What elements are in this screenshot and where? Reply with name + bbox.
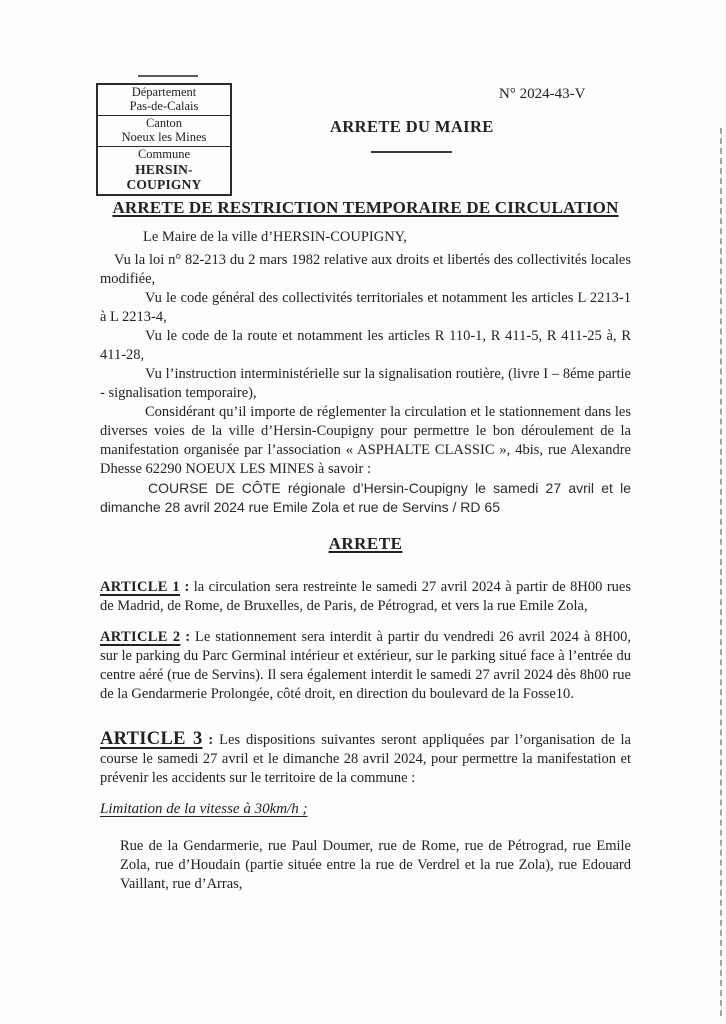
article-2-text: Le stationnement sera interdit à partir du vendredi 26 avril 2024 à 8H00, sur le parking du Parc Germinal intérieur et extérieur, sur le parking situé face à l’entrée du centre aéré (rue de Servins). Il sera également interdit le samedi 27 avril 2024 dès 8h00 rue de la Gendarmerie Prolongée, côté droit, en direction du boulevard de la Fosse10.	[100, 629, 631, 702]
doc-type-heading: ARRETE DU MAIRE	[330, 117, 494, 136]
admin-box-row-commune	[98, 146, 230, 194]
scan-artifact-line	[720, 128, 722, 1016]
arrete-heading: ARRETE	[328, 534, 403, 553]
recital-code-route: Vu le code de la route et notamment les articles R 110-1, R 411-5, R 411-25 à, R 411-28,	[100, 328, 631, 363]
article-3-text: Les dispositions suivantes seront appliquées par l’organisation de la course le samedi 27 avril et le dimanche 28 avril 2024, pour permettre la manifestation et prévenir les accidents sur le territoire de la commune :	[100, 732, 631, 786]
admin-box-label: Département	[131, 85, 197, 99]
streets-list: Rue de la Gendarmerie, rue Paul Doumer, rue de Rome, rue de Pétrograd, rue Emile Zola, rue d’Houdain (partie située entre la rue de Verdrel et la rue Zola), rue Edouard Vaillant, rue d’Arras,	[120, 838, 631, 892]
intro-line: Le Maire de la ville d’HERSIN-COUPIGNY,	[143, 229, 407, 245]
admin-box-value: Pas-de-Calais	[129, 98, 199, 113]
recital-instruction-signalisation: Vu l’instruction interministérielle sur la signalisation routière, (livre I – 8éme partie - signalisation temporaire),	[100, 366, 631, 401]
admin-box-row-departement	[98, 85, 230, 115]
admin-box-label: Commune	[137, 147, 191, 161]
document-body	[100, 197, 631, 894]
article-2	[100, 628, 631, 704]
admin-box-value-commune: HERSIN-COUPIGNY	[126, 161, 202, 192]
article-3-separator: :	[202, 732, 220, 748]
article-1-separator: :	[179, 579, 194, 595]
main-title: ARRETE DE RESTRICTION TEMPORAIRE DE CIRCULATION	[112, 198, 619, 217]
event-description: COURSE DE CÔTE régionale d’Hersin-Coupigny le samedi 27 avril et le dimanche 28 avril 2024 rue Emile Zola et rue de Servins / RD 65	[100, 480, 631, 515]
article-3	[100, 730, 631, 788]
doc-type-underline	[371, 151, 452, 153]
recital-law-82-213: Vu la loi n° 82-213 du 2 mars 1982 relative aux droits et libertés des collectivités locales modifiée,	[100, 252, 631, 287]
admin-box-value: Noeux les Mines	[121, 129, 207, 144]
recital-considerant: Considérant qu’il importe de réglementer la circulation et le stationnement dans les diverses voies de la ville d’Hersin-Coupigny pour permettre le bon déroulement de la manifestation organisée par l’association « ASPHALTE CLASSIC », 4bis, rue Alexandre Dhesse 62290 NOEUX LES MINES à savoir :	[100, 404, 631, 477]
article-2-separator: :	[180, 629, 196, 645]
article-3-label: ARTICLE 3	[100, 729, 203, 749]
admin-box	[96, 83, 232, 196]
speed-limit-heading: Limitation de la vitesse à 30km/h ;	[100, 801, 308, 817]
article-1-label: ARTICLE 1	[100, 579, 180, 595]
scan-artifact-small	[138, 75, 198, 77]
admin-box-label: Canton	[145, 116, 183, 130]
article-1-text: la circulation sera restreinte le samedi 27 avril 2024 à partir de 8H00 rues de Madrid, de Rome, de Bruxelles, de Paris, de Pétrograd, et vers la rue Emile Zola,	[100, 579, 632, 614]
recital-code-collectivites: Vu le code général des collectivités territoriales et notamment les articles L 2213-1 à L 2213-4,	[100, 290, 631, 325]
admin-box-row-canton	[98, 115, 230, 146]
reference-number: N° 2024-43-V	[499, 86, 586, 102]
article-2-label: ARTICLE 2	[100, 629, 181, 645]
article-1	[100, 578, 631, 616]
